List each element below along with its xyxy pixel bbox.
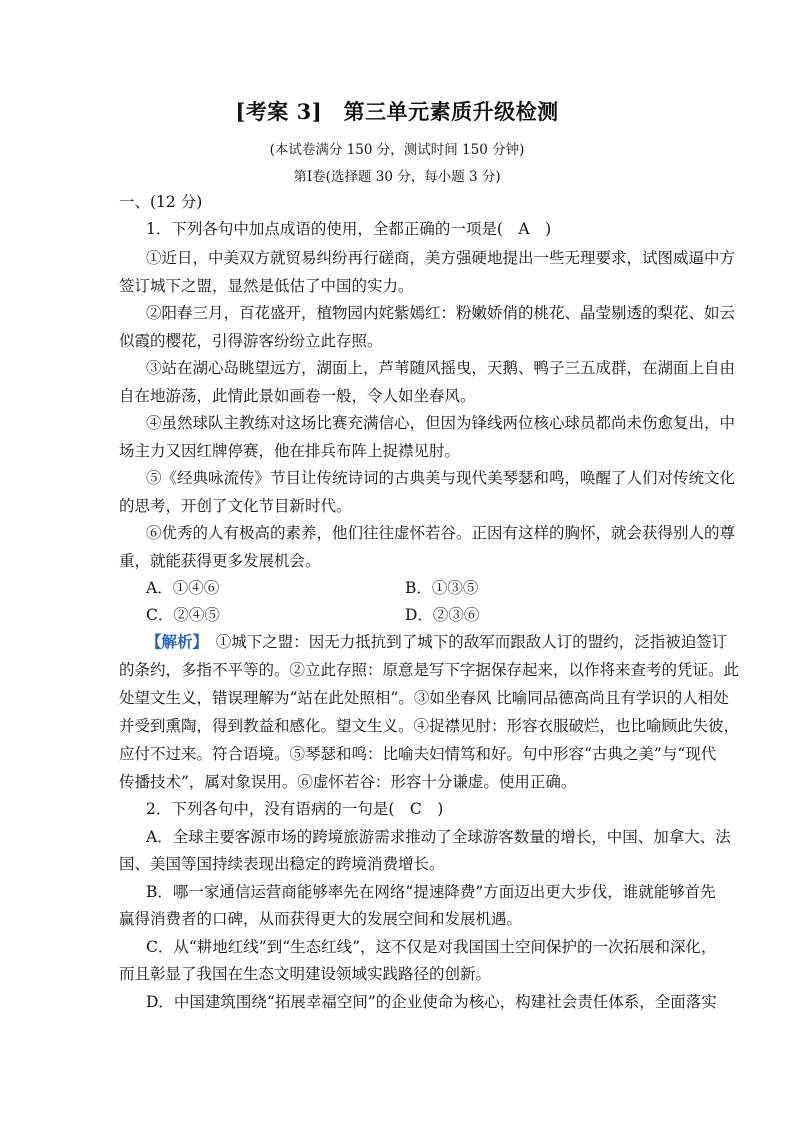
sentence-2-line-2: 似霞的樱花，引得游客纷纷立此存照。: [119, 332, 383, 350]
q2-option-a-line-1: A．全球主要客源市场的跨境旅游需求推动了全球游客数量的增长，中国、加拿大、法: [146, 828, 731, 846]
sentence-5-line-1: ⑤《经典咏流传》节目让传统诗词的古典美与现代美琴瑟和鸣，唤醒了人们对传统文化: [146, 469, 736, 487]
sentence-1-line-2: 签订城下之盟，显然是低估了中国的实力。: [119, 277, 414, 295]
section-heading: 第Ⅰ卷(选择题 30 分，每小题 3 分): [293, 169, 501, 185]
analysis-line-2: 的条约，多指不平等的。②立此存照：原意是写下字据保存起来，以作将来查考的凭证。此: [119, 661, 740, 679]
sentence-6-line-2: 重，就能获得更多发展机会。: [119, 552, 321, 570]
exam-note: (本试卷满分 150 分，测试时间 150 分钟): [269, 142, 525, 158]
sentence-5-line-2: 的思考，开创了文化节目新时代。: [119, 497, 352, 515]
option-c: C．②④⑤: [146, 606, 220, 624]
analysis-line-1: [146, 630, 727, 652]
part-label: 一、(12 分): [119, 193, 203, 211]
page-title: [考案 3] 第三单元素质升级检测: [235, 99, 559, 124]
q2-option-b-line-1: B．哪一家通信运营商能够率先在网络“提速降费”方面迈出更大步伐，谁就能够首先: [146, 883, 716, 901]
option-a: A．①④⑥: [146, 579, 220, 597]
q2-option-c-line-1: C．从“耕地红线”到“生态红线”，这不仅是对我国国土空间保护的一次拓展和深化，: [146, 938, 717, 956]
sentence-4-line-1: ④虽然球队主教练对这场比赛充满信心，但因为锋线两位核心球员都尚未伤愈复出，中: [146, 414, 736, 432]
analysis-line-5: 应付不过来。符合语境。⑤琴瑟和鸣：比喻夫妇情笃和好。句中形容“古典之美”与“现代: [119, 745, 717, 763]
analysis-line-4: 并受到熏陶，得到教益和感化。望文生义。④捉襟见肘：形容衣服破烂，也比喻顾此失彼，: [119, 717, 740, 735]
option-b: B．①③⑤: [405, 579, 479, 597]
sentence-3-line-1: ③站在湖心岛眺望远方，湖面上，芦苇随风摇曳，天鹅、鸭子三五成群，在湖面上自由: [146, 359, 736, 377]
sentence-6-line-1: ⑥优秀的人有极高的素养，他们往往虚怀若谷。正因有这样的胸怀，就会获得别人的尊: [146, 524, 736, 542]
q2-option-d-line-1: D．中国建筑围绕“拓展幸福空间”的企业使命为核心，构建社会责任体系，全面落实: [146, 993, 717, 1011]
question-1-stem: 1．下列各句中加点成语的使用，全都正确的一项是( A ): [146, 220, 552, 238]
analysis-line-6: 传播技术”，属对象误用。⑥虚怀若谷：形容十分谦虚。使用正确。: [119, 773, 577, 791]
analysis-label: 【解析】: [146, 632, 201, 651]
analysis-text-1: ①城下之盟：因无力抵抗到了城下的敌军而跟敌人订的盟约，泛指被迫签订: [200, 633, 728, 651]
sentence-2-line-1: ②阳春三月，百花盛开，植物园内姹紫嫣红：粉嫩娇俏的桃花、晶莹剔透的梨花、如云: [146, 304, 736, 322]
q2-option-c-line-2: 而且彰显了我国在生态文明建设领域实践路径的创新。: [119, 965, 492, 983]
analysis-line-3: 处望文生义，错误理解为“站在此处照相”。③如坐春风 比喻同品德高尚且有学识的人相处: [119, 689, 729, 707]
sentence-3-line-2: 自在地游荡，此情此景如画卷一般，令人如坐春风。: [119, 387, 476, 405]
sentence-4-line-2: 场主力又因红牌停赛，他在排兵布阵上捉襟见肘。: [119, 442, 461, 460]
question-2-stem: 2．下列各句中，没有语病的一句是( C ): [146, 800, 444, 818]
q2-option-b-line-2: 赢得消费者的口碑，从而获得更大的发展空间和发展机遇。: [119, 910, 523, 928]
q2-option-a-line-2: 国、美国等国持续表现出稳定的跨境消费增长。: [119, 855, 445, 873]
option-d: D．②③⑥: [405, 606, 480, 624]
sentence-1-line-1: ①近日，中美双方就贸易纠纷再行磋商，美方强硬地提出一些无理要求，试图威逼中方: [146, 249, 736, 267]
